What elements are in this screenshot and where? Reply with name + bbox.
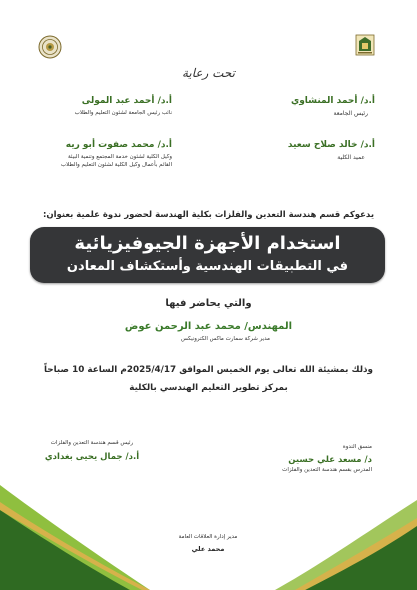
seminar-title-line-1: استخدام الأجهزة الجيوفيزيائية — [74, 233, 341, 254]
department-head-caption: رئيس قسم هندسة التعدين والفلزات — [50, 440, 134, 446]
speaker-role: مدير شركة سمارت ماكس الكترونيكس — [181, 336, 270, 342]
pr-director-name: محمد علي — [191, 545, 225, 553]
coordinator-caption: منسق الندوة — [342, 444, 372, 450]
seminar-title-box — [30, 227, 385, 283]
pr-director-caption: مدير إدارة العلاقات العامة — [178, 534, 238, 540]
patron-vice-dean-title-1: وكيل الكلية لشئون خدمة المجتمع وتنمية البيئة — [67, 154, 172, 160]
coordinator-title: المدرس بقسم هندسة التعدين والفلزات — [282, 467, 372, 473]
patron-dean-name: أ.د/ خالد صلاح سعيد — [287, 140, 375, 150]
university-emblem-icon — [353, 33, 377, 57]
faculty-seal-icon — [38, 35, 62, 59]
speaker-intro: والتي يحاضر فيها — [165, 298, 252, 309]
patron-dean-title: عميد الكلية — [337, 154, 365, 161]
patron-president-name: أ.د/ أحمد المنشاوي — [290, 96, 375, 106]
invitation-text: يدعوكم قسم هندسة التعدين والفلزات بكلية الهندسة لحضور ندوة علمية بعنوان: — [42, 210, 375, 220]
schedule-date-time: وذلك بمشيئة الله تعالى يوم الخميس الموافق 2025/4/17م الساعة 10 صباحاً — [43, 365, 374, 375]
patronage-heading: تحت رعاية — [181, 66, 236, 80]
coordinator-name: د/ مسعد علي حسين — [288, 455, 372, 465]
patron-vice-dean-name: أ.د/ محمد صفوت أبو ريه — [65, 140, 172, 150]
department-head-name: أ.د/ جمال يحيى بغدادي — [44, 452, 140, 462]
patron-vice-president-title: نائب رئيس الجامعة لشئون التعليم والطلاب — [74, 110, 172, 116]
patron-vice-president-name: أ.د/ أحمد عبد المولى — [81, 96, 172, 106]
patron-president-title: رئيس الجامعة — [333, 110, 368, 117]
patron-vice-dean-title-2: القائم بأعمال وكيل الكلية لشئون التعليم والطلاب — [60, 162, 172, 168]
seminar-title-line-2: في التطبيقات الهندسية وأستكشاف المعادن — [66, 259, 349, 274]
bottom-wave-decoration — [0, 470, 417, 590]
schedule-venue: بمركز تطوير التعليم الهندسي بالكلية — [129, 383, 288, 393]
speaker-name: المهندس/ محمد عبد الرحمن عوض — [124, 321, 293, 332]
